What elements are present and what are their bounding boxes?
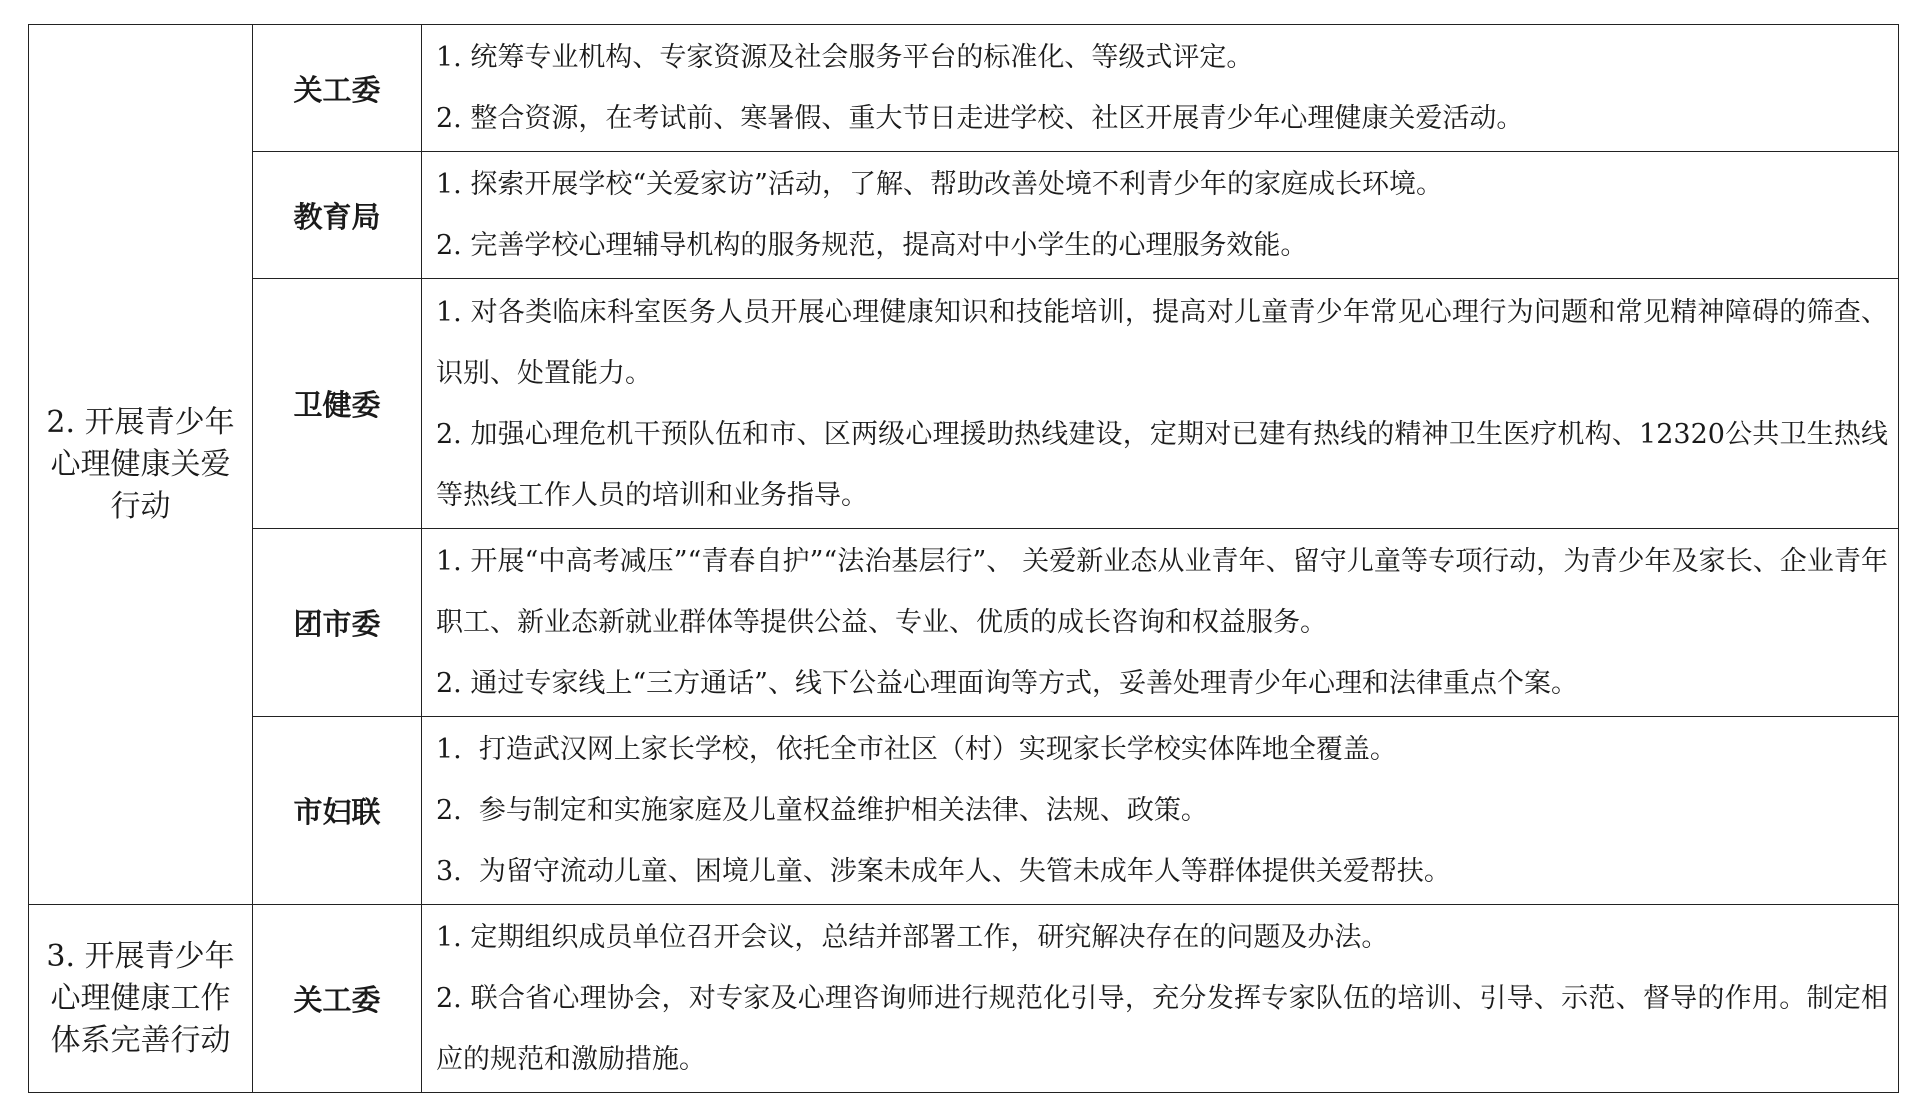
list-item: 2. 加强心理危机干预队伍和市、区两级心理援助热线建设，定期对已建有热线的精神卫生医疗机构、12320公共卫生热线等热线工作人员的培训和业务指导。: [436, 418, 1888, 511]
list-item: 2. 参与制定和实施家庭及儿童权益维护相关法律、法规、政策。: [436, 795, 1208, 826]
list-item: 1. 探索开展学校“关爱家访”活动，了解、帮助改善处境不利青少年的家庭成长环境。: [436, 169, 1443, 200]
list-item: 2. 整合资源，在考试前、寒暑假、重大节日走进学校、社区开展青少年心理健康关爱活动。: [436, 103, 1524, 134]
responsibility-table: [28, 24, 1899, 1093]
list-item: 2. 联合省心理协会，对专家及心理咨询师进行规范化引导，充分发挥专家队伍的培训、引导、示范、督导的作用。制定相应的规范和激励措施。: [436, 983, 1888, 1075]
dept-cell: 市妇联: [253, 717, 422, 905]
dept-cell: 关工委: [253, 905, 422, 1093]
items-cell: [422, 905, 1899, 1093]
items-cell: [422, 717, 1899, 905]
list-item: 1. 开展“中高考减压”“青春自护”“法治基层行”、 关爱新业态从业青年、留守儿童等专项行动，为青少年及家长、企业青年职工、新业态新就业群体等提供公益、专业、优质的成长咨询和权益服务。: [436, 546, 1888, 638]
table-row: [29, 717, 1899, 905]
action-cell: 2. 开展青少年心理健康关爱行动: [29, 25, 253, 905]
table-row: [29, 152, 1899, 279]
list-item: 1. 对各类临床科室医务人员开展心理健康知识和技能培训，提高对儿童青少年常见心理行为问题和常见精神障碍的筛查、识别、处置能力。: [436, 296, 1888, 389]
table-row: [29, 279, 1899, 529]
action-cell: 3. 开展青少年心理健康工作体系完善行动: [29, 905, 253, 1093]
items-cell: [422, 279, 1899, 529]
items-cell: [422, 529, 1899, 717]
dept-cell: 教育局: [253, 152, 422, 279]
dept-cell: 团市委: [253, 529, 422, 717]
items-cell: [422, 152, 1899, 279]
list-item: 2. 通过专家线上“三方通话”、线下公益心理面询等方式，妥善处理青少年心理和法律重点个案。: [436, 668, 1578, 699]
list-item: 1. 打造武汉网上家长学校，依托全市社区（村）实现家长学校实体阵地全覆盖。: [436, 734, 1397, 765]
items-cell: [422, 25, 1899, 152]
dept-cell: 卫健委: [253, 279, 422, 529]
list-item: 3. 为留守流动儿童、困境儿童、涉案未成年人、失管未成年人等群体提供关爱帮扶。: [436, 856, 1451, 887]
list-item: 1. 统筹专业机构、专家资源及社会服务平台的标准化、等级式评定。: [436, 42, 1254, 73]
list-item: 1. 定期组织成员单位召开会议，总结并部署工作，研究解决存在的问题及办法。: [436, 922, 1389, 953]
table-row: [29, 529, 1899, 717]
table-row: [29, 25, 1899, 152]
list-item: 2. 完善学校心理辅导机构的服务规范，提高对中小学生的心理服务效能。: [436, 230, 1308, 261]
dept-cell: 关工委: [253, 25, 422, 152]
table-row: [29, 905, 1899, 1093]
